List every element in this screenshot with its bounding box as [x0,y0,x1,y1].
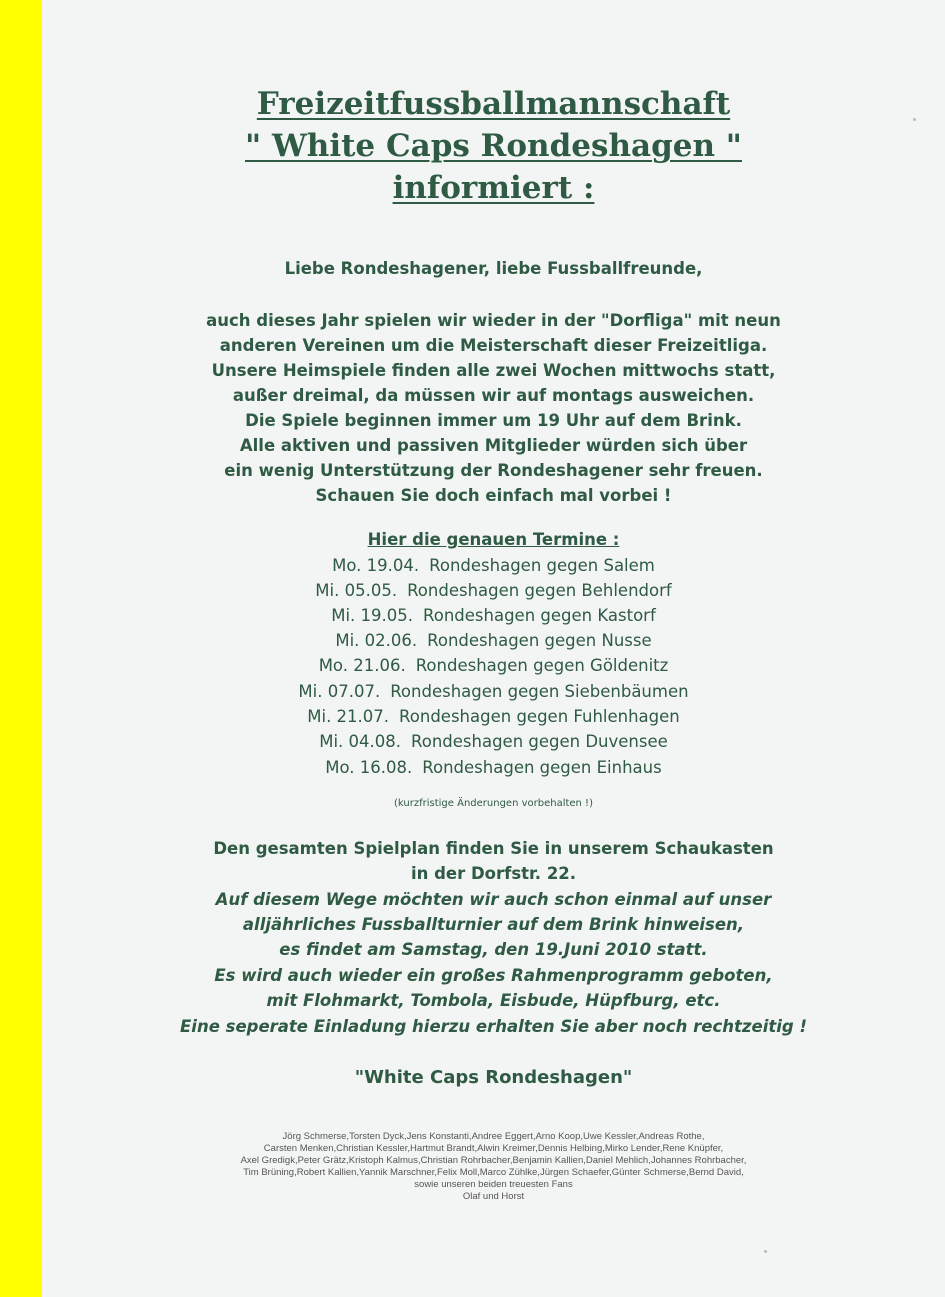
members-line: Carsten Menken,Christian Kessler,Hartmut Brandt,Alwin Kreimer,Dennis Helbing,Mirko Lender,Rene Knüpfer, [263,1143,724,1154]
schedule-match: Rondeshagen gegen Behlendorf [407,581,672,600]
schedule-match: Rondeshagen gegen Einhaus [422,758,662,777]
members-line: sowie unseren beiden treuesten Fans [414,1179,573,1190]
paper-speck [913,118,916,121]
intro-line: ein wenig Unterstützung der Rondeshagener sehr freuen. [224,461,763,480]
intro-line: Die Spiele beginnen immer um 19 Uhr auf dem Brink. [245,411,742,430]
intro-line: Unsere Heimspiele finden alle zwei Wochen mittwochs statt, [211,361,776,380]
schedule-match: Rondeshagen gegen Göldenitz [415,656,669,675]
schedule-match: Rondeshagen gegen Kastorf [423,606,656,625]
schedule-day: Mi. 21.07. [307,707,390,726]
schedule-row [42,758,945,777]
tournament-line: Auf diesem Wege möchten wir auch schon einmal auf unser [215,890,772,909]
intro-line: auch dieses Jahr spielen wir wieder in der "Dorfliga" mit neun [206,311,781,330]
schedule-match: Rondeshagen gegen Salem [429,556,655,575]
title-line-3: informiert : [392,170,595,206]
schedule-row [42,606,945,625]
yellow-margin-strip [0,0,42,1297]
paper-speck [764,1250,767,1253]
schedule-match: Rondeshagen gegen Nusse [427,631,652,650]
schedule-heading: Hier die genauen Termine : [367,530,620,549]
members-line: Tim Brüning,Robert Kallien,Yannik Marschner,Felix Moll,Marco Zühlke,Jürgen Schaefer,Günter Schmerse,Bernd David, [243,1167,744,1178]
tournament-line: Es wird auch wieder ein großes Rahmenprogramm geboten, [214,966,773,985]
members-line: Axel Gredigk,Peter Grätz,Kristoph Kalmus,Christian Rohrbacher,Benjamin Kallien,Daniel Mehlich,Johannes Rohrbacher, [240,1155,747,1166]
schedule-day: Mo. 19.04. [332,556,420,575]
schedule-row [42,631,945,650]
schedule-day: Mi. 02.06. [335,631,418,650]
schedule-row [42,656,945,675]
members-line: Jörg Schmerse,Torsten Dyck,Jens Konstanti,Andree Eggert,Arno Koop,Uwe Kessler,Andreas Rothe, [282,1131,705,1142]
team-name: "White Caps Rondeshagen" [354,1067,633,1088]
info-line: Den gesamten Spielplan finden Sie in unserem Schaukasten [213,839,774,858]
title-line-2: " White Caps Rondeshagen " [245,128,742,164]
schedule-day: Mi. 19.05. [331,606,414,625]
schedule-row [42,581,945,600]
members-line: Olaf und Horst [462,1191,525,1202]
intro-line: außer dreimal, da müssen wir auf montags ausweichen. [232,386,755,405]
schedule-match: Rondeshagen gegen Fuhlenhagen [399,707,680,726]
schedule-match: Rondeshagen gegen Siebenbäumen [390,682,689,701]
tournament-line: es findet am Samstag, den 19.Juni 2010 statt. [279,940,708,959]
title-line-1: Freizeitfussballmannschaft [256,86,731,122]
schedule-row [42,556,945,575]
tournament-line: alljährliches Fussballturnier auf dem Brink hinweisen, [242,915,745,934]
schedule-day: Mo. 16.08. [325,758,413,777]
tournament-line: Eine seperate Einladung hierzu erhalten Sie aber noch rechtzeitig ! [180,1017,807,1036]
schedule-row [42,707,945,726]
greeting: Liebe Rondeshagener, liebe Fussballfreunde, [284,259,703,278]
schedule-note: (kurzfristige Änderungen vorbehalten !) [394,798,593,809]
intro-line: anderen Vereinen um die Meisterschaft dieser Freizeitliga. [219,336,768,355]
schedule-day: Mo. 21.06. [318,656,406,675]
intro-line: Alle aktiven und passiven Mitglieder würden sich über [239,436,748,455]
tournament-line: mit Flohmarkt, Tombola, Eisbude, Hüpfburg, etc. [266,991,721,1010]
info-line: in der Dorfstr. 22. [410,864,577,883]
schedule-row [42,732,945,751]
schedule-day: Mi. 04.08. [319,732,401,751]
schedule-row [42,682,945,701]
schedule-day: Mi. 07.07. [298,682,381,701]
intro-line: Schauen Sie doch einfach mal vorbei ! [315,486,672,505]
schedule-match: Rondeshagen gegen Duvensee [411,732,668,751]
schedule-day: Mi. 05.05. [315,581,398,600]
